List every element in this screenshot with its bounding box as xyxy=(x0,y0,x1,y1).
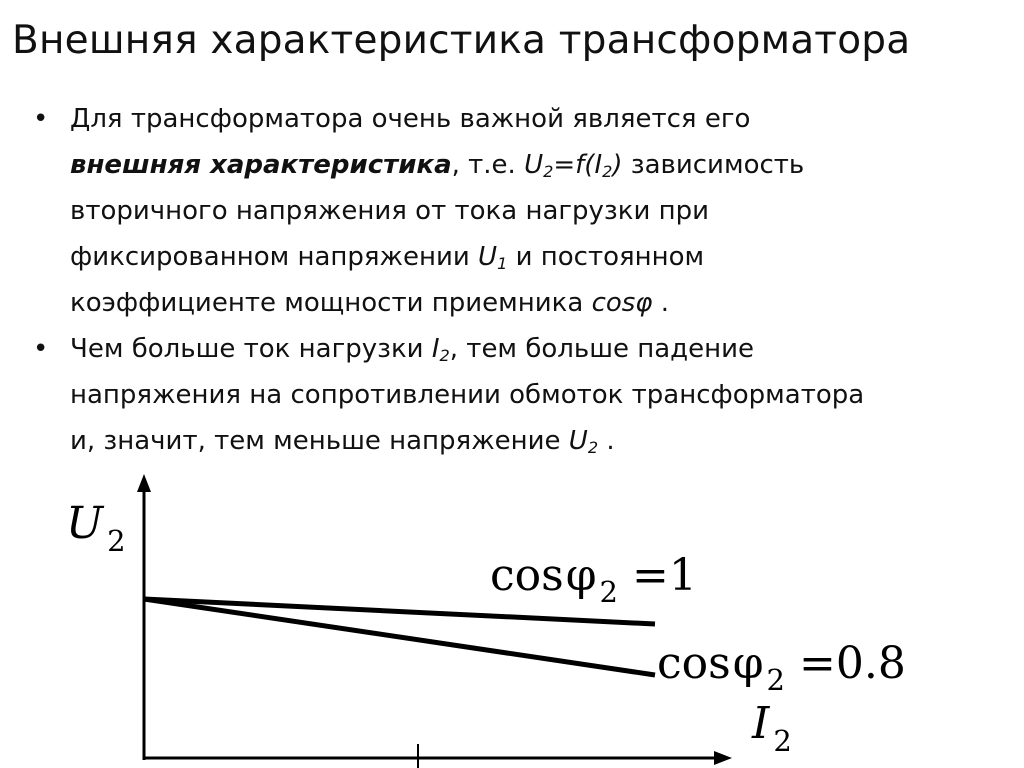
bullet-line xyxy=(70,280,1005,326)
bullet-item xyxy=(30,96,1005,326)
bullet-line xyxy=(70,234,1005,280)
variable-subscript: 1 xyxy=(497,254,508,274)
line-text: и, значит, тем меньше напряжение xyxy=(70,426,569,456)
y-axis-label-subscript: 2 xyxy=(107,524,126,558)
bullet-list xyxy=(30,96,1005,464)
curve-label-cosphi-1: cosφ $_2$ =1 xyxy=(490,550,697,609)
variable-i: I xyxy=(431,334,440,364)
x-axis-arrow xyxy=(714,751,732,765)
term-external-characteristic: внешняя характеристика xyxy=(70,150,452,180)
slide-title: Внешняя характеристика трансформатора xyxy=(12,18,911,63)
line-text: зависимость xyxy=(622,150,805,180)
variable-u: U xyxy=(568,426,588,456)
curve-label-cosphi-0-8: cosφ $_2$ =0.8 xyxy=(657,638,906,697)
bullet-line xyxy=(70,418,1005,464)
line-text: . xyxy=(598,426,615,456)
x-axis-label: I $_2$ xyxy=(752,698,792,758)
line-text: Чем больше ток нагрузки xyxy=(70,334,432,364)
line-text: и постоянном xyxy=(507,242,705,272)
curve-cosphi-0-8 xyxy=(144,599,655,675)
bullet-line xyxy=(70,142,1005,188)
variable-subscript: 2 xyxy=(587,438,599,458)
bullet-line xyxy=(70,96,1005,142)
variable-cosphi: cosφ xyxy=(591,288,653,318)
y-axis-label: U $_2$ xyxy=(66,498,126,558)
formula-u: U xyxy=(524,150,544,180)
bullet-line xyxy=(70,326,1005,372)
line-text: коэффициенте мощности приемника xyxy=(70,288,592,318)
x-axis-label-subscript: 2 xyxy=(773,724,792,758)
y-axis-arrow xyxy=(137,474,151,492)
line-text: , тем больше падение xyxy=(449,334,755,364)
line-text: . xyxy=(652,288,669,318)
curve-cosphi-1 xyxy=(144,599,655,624)
line-text: вторичного напряжения от тока нагрузки при xyxy=(70,196,710,226)
line-text: напряжения на сопротивлении обмоток трансформатора xyxy=(70,380,865,410)
line-text: Для трансформатора очень важной является его xyxy=(70,104,751,134)
bullet-line xyxy=(70,188,1005,234)
line-text: , т.е. xyxy=(451,150,525,180)
variable-subscript: 2 xyxy=(439,346,450,366)
formula-eq: =f(I xyxy=(553,150,603,180)
formula-i-subscript: 2 xyxy=(602,162,613,182)
formula-close: ) xyxy=(612,150,623,180)
variable-u: U xyxy=(478,242,498,272)
bullet-line xyxy=(70,372,1005,418)
bullet-item xyxy=(30,326,1005,464)
line-text: фиксированном напряжении xyxy=(70,242,479,272)
formula-u-subscript: 2 xyxy=(543,162,554,182)
formula xyxy=(524,150,622,180)
